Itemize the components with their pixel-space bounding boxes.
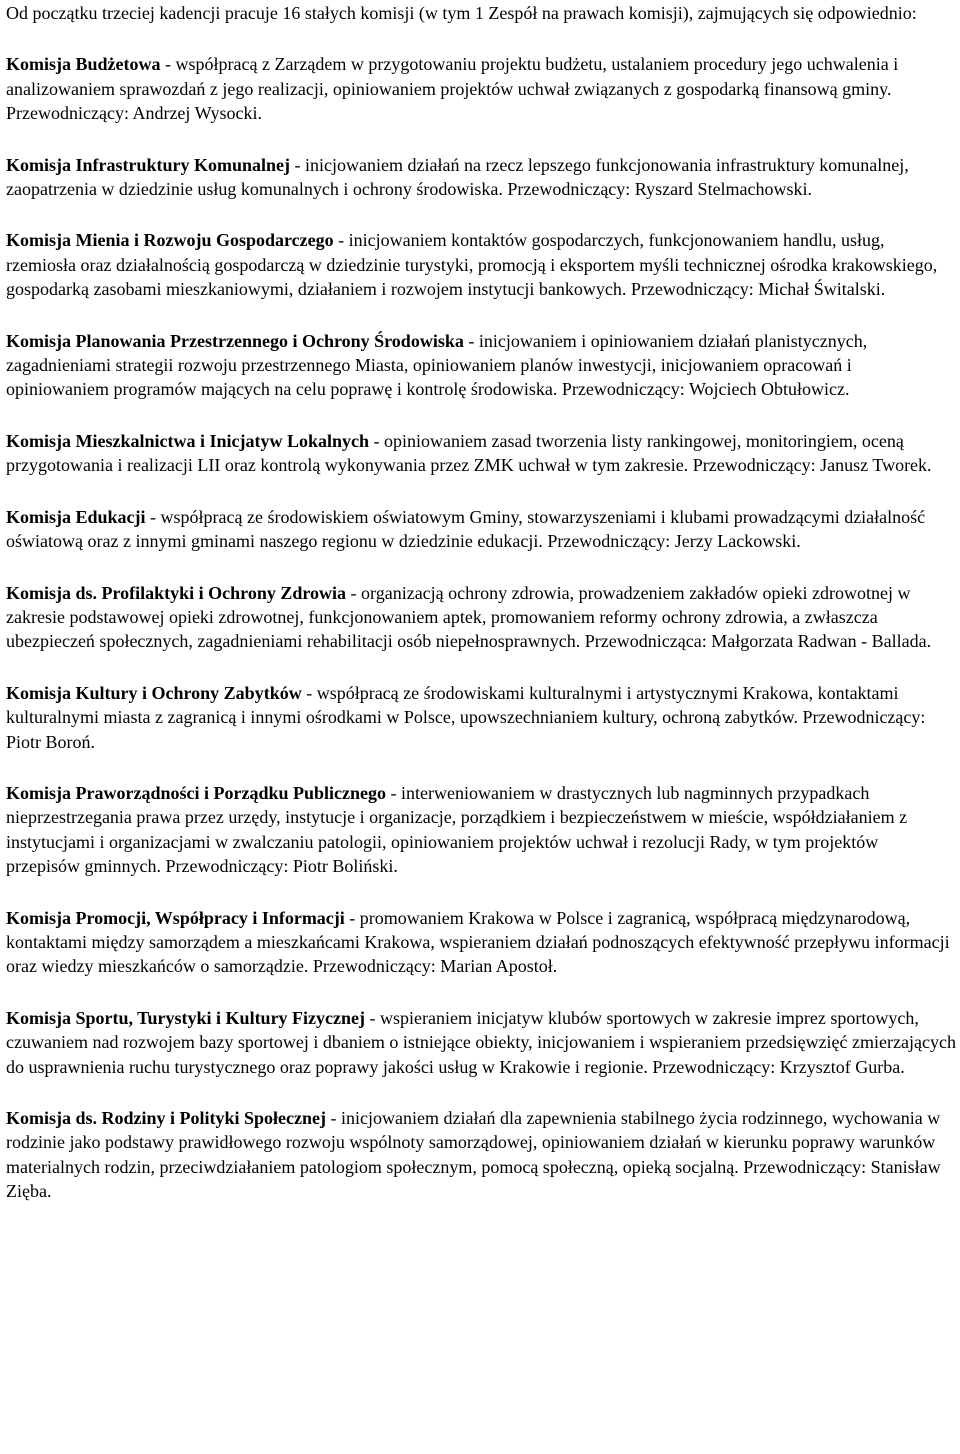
committee-description: - wspieraniem inicjatyw klubów sportowych w zakresie imprez sportowych, czuwaniem nad rozwojem bazy sportowej i dbaniem o istniejące obiekty, inicjowaniem i wspieraniem przedsięwzięć zmierzających do usprawnienia ruchu turystycznego oraz poprawy jakości usług w Krakowie i regionie. Przewodniczący: Krzysztof Gurba. bbox=[6, 1007, 956, 1077]
committee-name: Komisja Praworządności i Porządku Publicznego bbox=[6, 782, 386, 803]
committee-description: - inicjowaniem i opiniowaniem działań planistycznych, zagadnieniami strategii rozwoju przestrzennego Miasta, opiniowaniem planów inwestycji, inicjowaniem opracowań i opiniowaniem programów mających na celu poprawę i kontrolę środowiska. Przewodniczący: Wojciech Obtułowicz. bbox=[6, 330, 868, 400]
committee-name: Komisja ds. Rodziny i Polityki Społecznej bbox=[6, 1108, 327, 1128]
committee-zdrowia bbox=[6, 581, 956, 654]
committee-name: Komisja Planowania Przestrzennego i Ochrony Środowiska bbox=[6, 330, 464, 351]
committee-kultury bbox=[6, 681, 956, 754]
committee-name: Komisja Edukacji bbox=[6, 506, 146, 527]
committee-description: - współpracą z Zarządem w przygotowaniu projektu budżetu, ustalaniem procedury jego uchwalenia i analizowaniem sprawozdań z jego realizacji, opiniowaniem projektów uchwał związanych z gospodarką finansową gminy. Przewodniczący: Andrzej Wysocki. bbox=[6, 54, 899, 124]
committee-description: - inicjowaniem działań na rzecz lepszego funkcjonowania infrastruktury komunalnej, zaopatrzenia w dziedzinie usług komunalnych i ochrony środowiska. Przewodniczący: Ryszard Stelmachowski. bbox=[6, 154, 909, 200]
committee-description: - interweniowaniem w drastycznych lub nagminnych przypadkach nieprzestrzegania prawa przez urzędy, instytucje i organizacje, porządkiem i bezpieczeństwem w mieście, współdziałaniem z instytucjami i organizacjami w zwalczaniu patologii, opiniowaniem projektów uchwał i rezolucji Rady, w tym projektów przepisów gminnych. Przewodniczący: Piotr Boliński. bbox=[6, 782, 908, 877]
committee-name: Komisja Sportu, Turystyki i Kultury Fizycznej bbox=[6, 1007, 366, 1028]
committee-description: - promowaniem Krakowa w Polsce i zagranicą, współpracą międzynarodową, kontaktami między samorządem a mieszkańcami Krakowa, wspieraniem działań podnoszących efektywność przepływu informacji oraz wiedzy mieszkańców o samorządzie. Przewodniczący: Marian Apostoł. bbox=[6, 907, 950, 977]
committee-description: - współpracą ze środowiskiem oświatowym Gminy, stowarzyszeniami i klubami prowadzącymi działalność oświatową oraz z innymi gminami naszego regionu w dziedzinie edukacji. Przewodniczący: Jerzy Lackowski. bbox=[6, 506, 926, 552]
committee-description: - inicjowaniem działań dla zapewnienia stabilnego życia rodzinnego, wychowania w rodzinie jako podstawy prawidłowego rozwoju wspólnoty samorządowej, opiniowaniem działań w kierunku poprawy warunków materialnych rodzin, przeciwdziałaniem patologiom społecznym, pomocą społeczną, opieką socjalną. Przewodniczący: Stanisław Zięba. bbox=[6, 1108, 941, 1202]
committee-mieszkalnictwa bbox=[6, 429, 956, 478]
committee-description: - współpracą ze środowiskami kulturalnymi i artystycznymi Krakowa, kontaktami kulturalnymi miasta z zagranicą i innymi ośrodkami w Polsce, upowszechnianiem kultury, ochroną zabytków. Przewodniczący: Piotr Boroń. bbox=[6, 682, 926, 752]
intro-paragraph: Od początku trzeciej kadencji pracuje 16 stałych komisji (w tym 1 Zespół na prawach komisji), zajmujących się odpowiednio: bbox=[6, 3, 917, 23]
committee-description: - organizacją ochrony zdrowia, prowadzeniem zakładów opieki zdrowotnej w zakresie podstawowej opieki zdrowotnej, funkcjonowaniem aptek, promowaniem reformy ochrony zdrowia, a zwłaszcza ubezpieczeń społecznych, zagadnieniami rehabilitacji osób niepełnosprawnych. Przewodnicząca: Małgorzata Radwan - Ballada. bbox=[6, 582, 932, 652]
committee-promocji bbox=[6, 906, 956, 979]
committee-planowania bbox=[6, 329, 956, 402]
committee-rodziny bbox=[6, 1106, 956, 1204]
committee-mienia bbox=[6, 228, 956, 301]
committee-praworzadnosci bbox=[6, 781, 956, 879]
committee-budzetowa bbox=[6, 52, 956, 125]
committee-sportu bbox=[6, 1006, 956, 1079]
committee-infrastruktury bbox=[6, 153, 956, 202]
committee-name: Komisja Promocji, Współpracy i Informacji bbox=[6, 907, 345, 928]
committee-name: Komisja Budżetowa bbox=[6, 54, 161, 75]
committee-description: - inicjowaniem kontaktów gospodarczych, funkcjonowaniem handlu, usług, rzemiosła oraz działalnością gospodarczą w dziedzinie turystyki, promocją i eksportem myśli technicznej ośrodka krakowskiego, gospodarką zasobami mieszkaniowymi, działaniem i rozwojem instytucji bankowych. Przewodniczący: Michał Świtalski. bbox=[6, 230, 938, 300]
committee-name: Komisja ds. Profilaktyki i Ochrony Zdrowia bbox=[6, 582, 347, 603]
committee-name: Komisja Kultury i Ochrony Zabytków bbox=[6, 682, 302, 703]
committee-edukacji bbox=[6, 505, 956, 554]
committee-name: Komisja Mienia i Rozwoju Gospodarczego bbox=[6, 230, 334, 251]
committee-name: Komisja Mieszkalnictwa i Inicjatyw Lokalnych bbox=[6, 430, 369, 451]
committee-name: Komisja Infrastruktury Komunalnej bbox=[6, 154, 291, 175]
committee-description: - opiniowaniem zasad tworzenia listy rankingowej, monitoringiem, oceną przygotowania i realizacji LII oraz kontrolą wykonywania przez ZMK uchwał w tym zakresie. Przewodniczący: Janusz Tworek. bbox=[6, 430, 932, 476]
